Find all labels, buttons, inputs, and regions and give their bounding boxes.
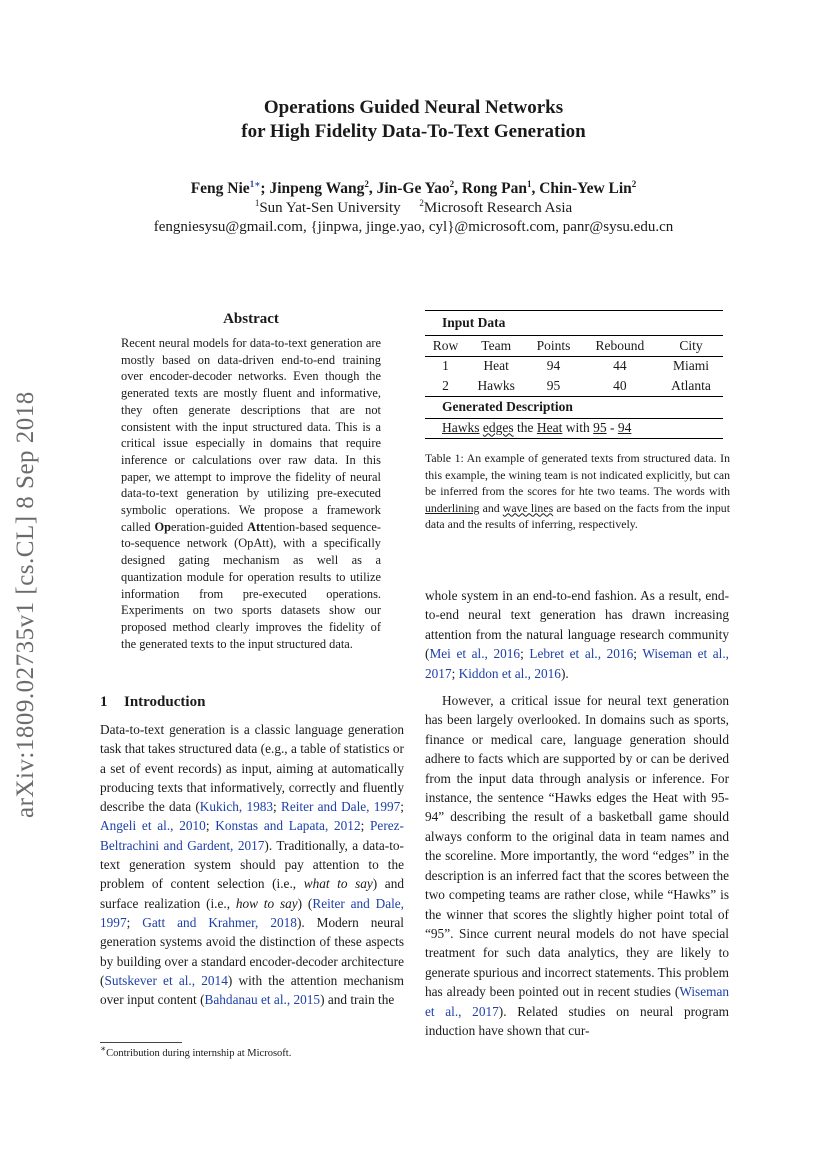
table-cell: 94: [546, 358, 561, 374]
right-column-text: [425, 586, 729, 1040]
section-title: Introduction: [124, 694, 206, 710]
affiliation-mark: 1: [526, 178, 532, 189]
citation-link[interactable]: Wiseman et al., 2017: [425, 984, 729, 1019]
author-name: , Jin-Ge Yao: [368, 180, 450, 197]
title-line-2: for High Fidelity Data-To-Text Generation: [241, 121, 586, 142]
citation-link[interactable]: Perez-Beltrachini and Gardent, 2017: [100, 818, 404, 853]
affiliation-mark: 2: [631, 178, 637, 189]
citation-link[interactable]: Mei et al., 2016: [429, 646, 521, 662]
citation-link[interactable]: Gatt and Krahmer, 2018: [142, 914, 297, 930]
footnote: ∗Contribution during internship at Microsoft.: [100, 1043, 292, 1059]
table-generated-heading: Generated Description: [442, 398, 573, 414]
table-cell: Miami: [673, 358, 710, 374]
introduction-paragraph: Data-to-text generation is a classic language generation task that takes structured data (e.g., a table of statistics or a set of event records) as input, aiming at automatically producing texts that informatively, correctly and fluently describe the data (Kukich, 1983; Reiter and Dale, 1997; Angeli et al., 2010; Konstas and Lapata, 2012; Perez-Beltrachini and Gardent, 2017). Traditionally, a data-to-text generation system should pay attention to the problem of content selection (i.e., what to say) and surface realization (i.e., how to say) (Reiter and Dale, 1997; Gatt and Krahmer, 2018). Modern neural generation systems avoid the distinction of these aspects by building over a standard encoder-decoder architecture (Sutskever et al., 2014) with the attention mechanism over input content (Bahdanau et al., 2015) and train the: [100, 722, 405, 1008]
footnote-divider: [100, 1042, 182, 1043]
paragraph: However, a critical issue for neural text generation has been largely overlooked. In domains such as sports, finance or medical care, language generation should adhere to facts which are supported by or can be derived from the input data through analysis or inference. For instance, the sentence “Hawks edges the Heat with 95-94” describing the result of a basketball game should always conform to the original data in team names and the scoreline. More importantly, the word “edges” in the description is an inferred fact that the scores between the two competing teams are rather close, while “Hawks” is the winner that scores the slightly higher point total of “95”. Since current neural models do not have special treatment for such data analytics, they are likely to generate spurious and incorrect statements. This problem has already been pointed out in recent studies (Wiseman et al., 2017). Related studies on neural program induction have shown that cur-: [425, 693, 729, 1038]
citation-link[interactable]: Reiter and Dale, 1997: [100, 895, 405, 930]
table-cell: 1: [442, 358, 449, 374]
table-cell: 44: [613, 358, 627, 374]
arxiv-identifier: arXiv:1809.02735v1 [cs.CL] 8 Sep 2018: [12, 391, 39, 819]
footnote-mark: ∗: [100, 1043, 107, 1054]
author-emails: fengniesysu@gmail.com, {jinpwa, jinge.yao, cyl}@microsoft.com, panr@sysu.edu.cn: [153, 219, 674, 235]
citation-link[interactable]: Wiseman et al., 2017: [425, 646, 730, 681]
table-cell: Heat: [483, 358, 509, 374]
abstract-text: Recent neural models for data-to-text generation are mostly based on data-driven end-to-end training over encoder-decoder networks. Even though the generated texts are mostly fluent and informative, they often generate descriptions that are not consistent with the input structured data. This is a critical issue especially in domains that require inference or calculations over raw data. In this paper, we attempt to improve the fidelity of neural data-to-text generation by utilizing pre-executed symbolic operations. We propose a framework called Operation-guided Attention-based sequence-to-sequence network (OpAtt), with a specifically designed gating mechanism as well as a quantization module for operation results to utilize information from pre-executed operations. Experiments on two sports datasets show our proposed method clearly improves the fidelity of the generated texts to the input structured data.: [121, 336, 381, 651]
title-line-1: Operations Guided Neural Networks: [263, 97, 564, 118]
abstract-heading: Abstract: [223, 311, 279, 327]
citation-link[interactable]: Sutskever et al., 2014: [104, 972, 228, 988]
column-header: Points: [536, 337, 571, 353]
column-header: Team: [481, 337, 512, 353]
affiliations: $^1$Sun Yat-Sen University $^2$Microsoft Research Asia: [254, 198, 573, 216]
column-header: Rebound: [595, 337, 645, 353]
footnote-mark: ∗: [254, 178, 261, 189]
input-data-table: [425, 336, 723, 396]
table-cell: Hawks: [477, 377, 515, 393]
generated-description: Hawks edges the Heat with 95 - 94: [442, 419, 632, 435]
citation-link[interactable]: Reiter and Dale, 1997: [280, 799, 401, 815]
citation-link[interactable]: Kiddon et al., 2016: [458, 665, 561, 681]
table-row: [425, 376, 723, 396]
author-name: ; Jinpeng Wang: [260, 180, 365, 197]
table-cell: 2: [442, 377, 449, 393]
author-name: , Chin-Yew Lin: [531, 180, 632, 197]
affiliation-1: Sun Yat-Sen University: [259, 200, 401, 216]
column-header: City: [679, 337, 703, 353]
affiliation-2: Microsoft Research Asia: [423, 200, 573, 216]
table-row: [425, 357, 723, 377]
affiliation-mark: 2: [449, 178, 455, 189]
section-heading-introduction: [100, 694, 205, 711]
table-header-row: [425, 336, 723, 356]
citation-link[interactable]: Angeli et al., 2010: [100, 818, 206, 834]
affiliation-mark[interactable]: 1∗: [249, 178, 261, 189]
citation-link[interactable]: Kukich, 1983: [199, 799, 274, 815]
citation-link[interactable]: Konstas and Lapata, 2012: [215, 818, 361, 834]
paper-title: [100, 96, 727, 144]
table-input-heading: Input Data: [442, 315, 506, 330]
table-rule: [425, 438, 723, 439]
author-name: , Rong Pan: [454, 180, 527, 197]
author-list: [100, 180, 727, 198]
citation-link[interactable]: Bahdanau et al., 2015: [204, 992, 321, 1008]
table-1: [425, 310, 723, 439]
table-cell: 95: [546, 377, 561, 393]
paragraph: whole system in an end-to-end fashion. As a result, end-to-end neural text generation has drawn increasing attention from the natural language research community (Mei et al., 2016; Lebret et al., 2016; Wiseman et al., 2017; Kiddon et al., 2016).: [425, 588, 730, 681]
author-name: Feng Nie: [190, 180, 250, 197]
citation-link[interactable]: Lebret et al., 2016: [529, 646, 634, 662]
table-cell: 40: [613, 377, 627, 393]
table-cell: Atlanta: [671, 377, 711, 393]
column-header: Row: [432, 337, 459, 353]
table-caption: Table 1: An example of generated texts from structured data. In this example, the wining team is not indicated explicitly, but can be inferred from the scores for hte two teams. The words with underlining and wave lines are based on the facts from the input data and the results of inferring, respectively.: [425, 451, 730, 531]
section-number: 1: [100, 694, 108, 710]
affiliation-mark: 2: [364, 178, 369, 189]
